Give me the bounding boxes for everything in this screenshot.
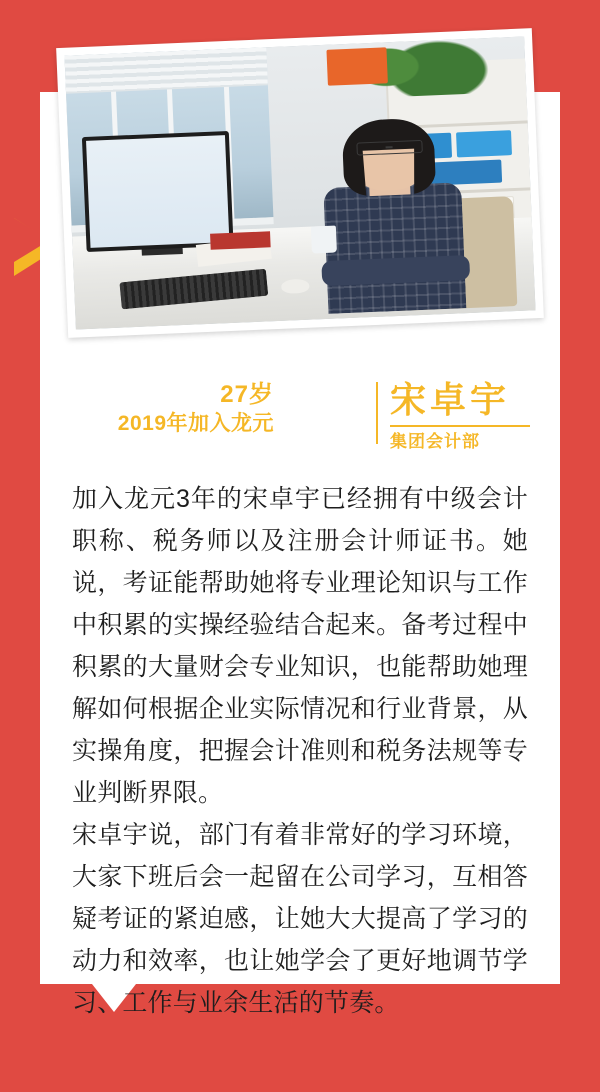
- profile-name: 宋卓宇: [390, 379, 511, 420]
- desk-red-book: [210, 231, 270, 250]
- article-paragraph: 加入龙元3年的宋卓宇已经拥有中级会计职称、税务师以及注册会计师证书。她说，考证能帮助她将专业理论知识与工作中积累的实操经验结合起来。备考过程中积累的大量财会专业知识，也能帮助她理解如何根据企业实际情况和行业背景，从实操角度，把握会计准则和税务法规等专业判断界限。: [72, 485, 528, 807]
- monitor-screen: [86, 135, 230, 248]
- profile-identity: [390, 378, 570, 453]
- article-body: [72, 478, 528, 1024]
- profile-meta: [44, 380, 274, 438]
- article-paragraph: 宋卓宇说，部门有着非常好的学习环境，大家下班后会一起留在公司学习，互相答疑考证的紧迫感，让她大大提高了学习的动力和效率，也让她学会了更好地调节学习、工作与业余生活的节奏。: [72, 821, 528, 1017]
- photo-frame: [56, 28, 544, 338]
- profile-header: [40, 380, 560, 452]
- orange-box: [327, 48, 388, 86]
- storage-box: [456, 130, 512, 157]
- vertical-divider: [376, 382, 378, 444]
- profile-age: 27岁: [220, 381, 274, 408]
- mouse: [281, 279, 309, 294]
- profile-photo: [64, 36, 535, 329]
- profile-department: 集团会计部: [390, 432, 480, 451]
- profile-join-year: 2019年加入龙元: [117, 412, 274, 435]
- water-cup: [311, 225, 337, 253]
- person-body: [323, 182, 466, 314]
- horizontal-divider: [390, 425, 530, 427]
